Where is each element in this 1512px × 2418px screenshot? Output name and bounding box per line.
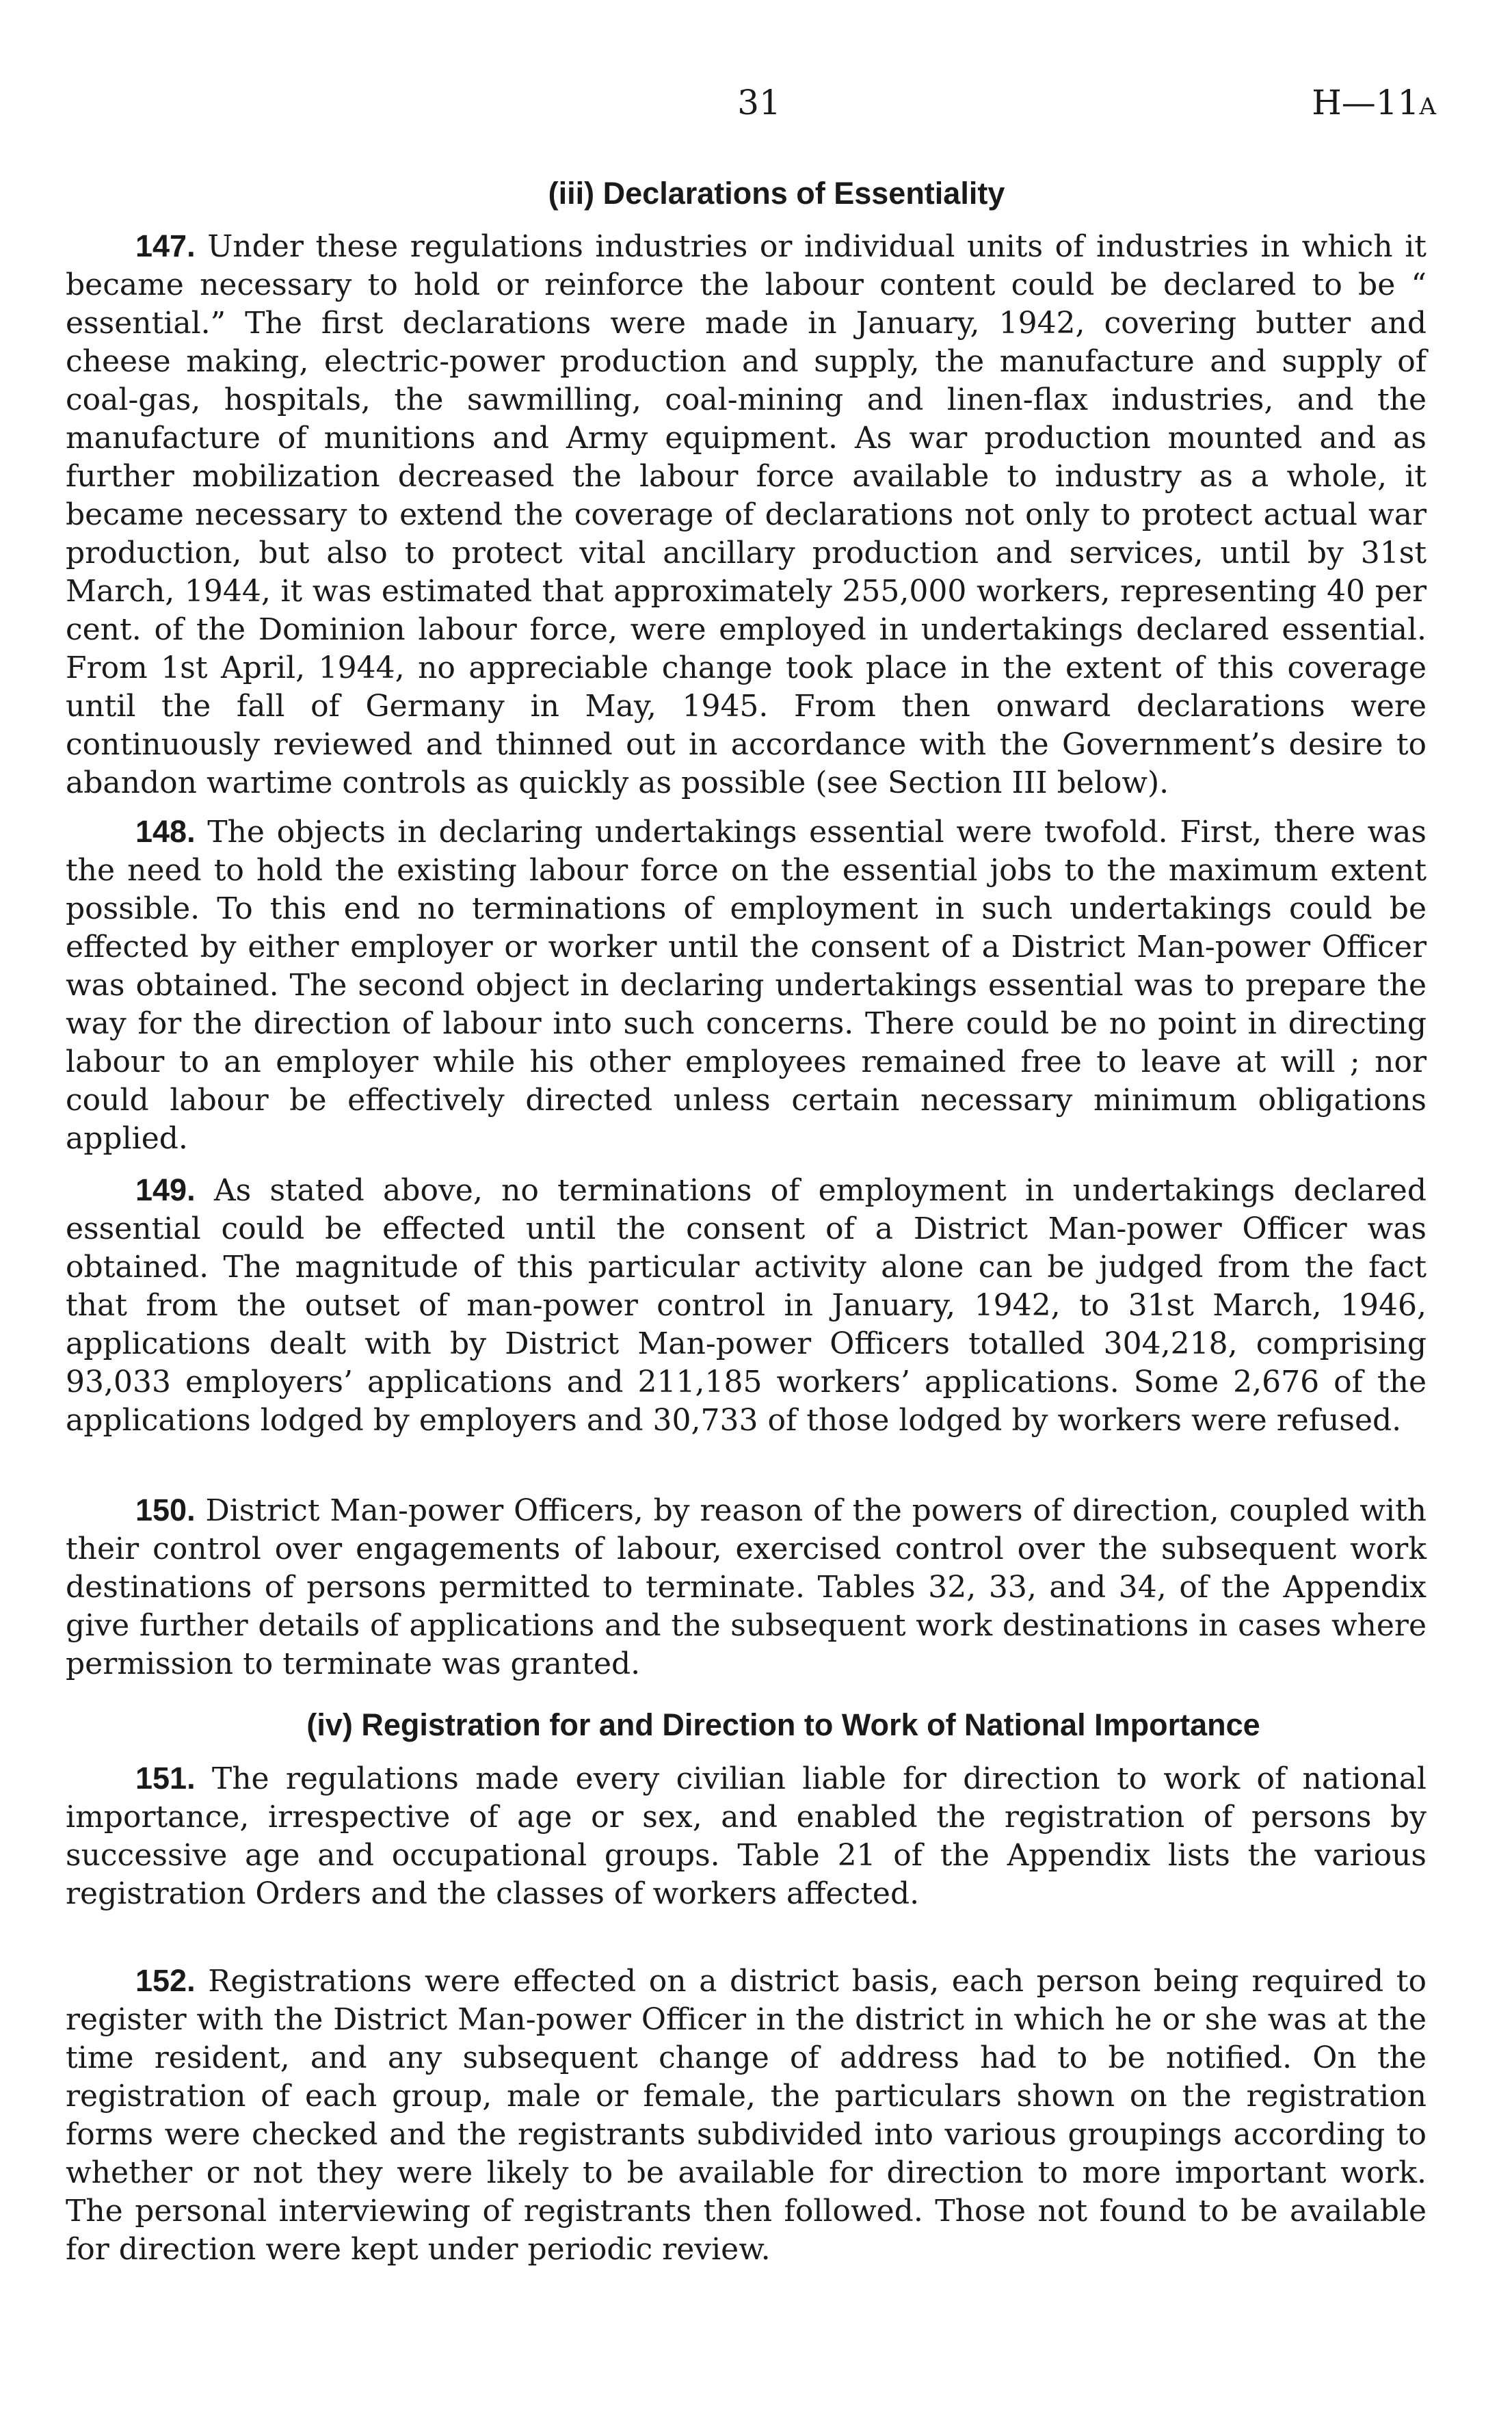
paragraph-152 <box>66 1962 1427 2269</box>
paragraph-151 <box>66 1759 1427 1913</box>
paragraph-150 <box>66 1491 1427 1683</box>
paragraph-149 <box>66 1171 1427 1440</box>
paragraph-text: District Man-power Officers, by reason of the powers of direction, coupled with their control over engagements of labour, exercised control over the subsequent work destinations of persons permitted to terminate. Tables 32, 33, and 34, of the Appendix give further details of applications and the subsequent work destinations in cases where permission to terminate was granted. <box>66 1493 1427 1681</box>
paragraph-147 <box>66 227 1427 802</box>
document-reference <box>1312 82 1437 127</box>
paragraph-text: The objects in declaring undertakings essential were twofold. First, there was the need to hold the existing labour force on the essential jobs to the maximum extent possible. To this end no terminations of employment in such undertakings could be effected by either employer or worker until the consent of a District Man-power Officer was obtained. The second object in declaring undertakings essential was to prepare the way for the direction of labour into such concerns. There could be no point in directing labour to an employer while his other employees remained free to leave at will ; nor could labour be effectively directed unless certain necessary minimum obligations applied. <box>66 815 1427 1156</box>
paragraph-number: 150. <box>135 1493 196 1527</box>
paragraph-number: 148. <box>135 814 196 849</box>
paragraph-number: 151. <box>135 1761 196 1796</box>
paragraph-text: Under these regulations industries or individual units of industries in which it became necessary to hold or reinforce the labour content could be declared to be “ essential.” The first declarations were made in January, 1942, covering butter and cheese making, electric-power production and supply, the manufacture and supply of coal-gas, hospitals, the sawmilling, coal-mining and linen-flax industries, and the manufacture of munitions and Army equipment. As war production mounted and as further mobilization decreased the labour force available to industry as a whole, it became necessary to extend the coverage of declarations not only to protect actual war production, but also to protect vital ancillary production and services, until by 31st March, 1944, it was estimated that approximately 255,000 workers, representing 40 per cent. of the Dominion labour force, were employed in undertakings declared essential. From 1st April, 1944, no appreciable change took place in the extent of this coverage until the fall of Germany in May, 1945. From then onward declarations were continuously reviewed and thinned out in accordance with the Government’s desire to abandon wartime controls as quickly as possible (see Section III below). <box>66 229 1427 800</box>
paragraph-text: Registrations were effected on a district basis, each person being required to register with the District Man-power Officer in the district in which he or she was at the time resident, and any subsequent change of address had to be notified. On the registration of each group, male or female, the particulars shown on the registration forms were checked and the registrants subdivided into various groupings according to whether or not they were likely to be available for direction to more important work. The personal interviewing of registrants then followed. Those not found to be available for direction were kept under periodic review. <box>66 1964 1427 2267</box>
page-number: 31 <box>737 83 781 122</box>
paragraph-number: 152. <box>135 1963 196 1998</box>
paragraph-number: 147. <box>135 228 196 263</box>
document-reference-main: H—11 <box>1312 83 1420 122</box>
document-reference-suffix: A <box>1419 93 1437 120</box>
paragraph-number: 149. <box>135 1172 196 1207</box>
paragraph-text: The regulations made every civilian liable for direction to work of national importance, irrespective of age or sex, and enabled the registration of persons by successive age and occupational groups. Table 21 of the Appendix lists the various registration Orders and the classes of workers affected. <box>66 1761 1427 1911</box>
section-heading-declarations: (iii) Declarations of Essentiality <box>548 176 1005 211</box>
paragraph-text: As stated above, no terminations of employment in undertakings declared essential could be effected until the consent of a District Man-power Officer was obtained. The magnitude of this particular activity alone can be judged from the fact that from the outset of man-power control in January, 1942, to 31st March, 1946, applications dealt with by District Man-power Officers totalled 304,218, comprising 93,033 employers’ applications and 211,185 workers’ applications. Some 2,676 of the applications lodged by employers and 30,733 of those lodged by workers were refused. <box>66 1173 1427 1438</box>
paragraph-148 <box>66 813 1427 1158</box>
section-heading-registration: (iv) Registration for and Direction to Work of National Importance <box>306 1707 1260 1742</box>
